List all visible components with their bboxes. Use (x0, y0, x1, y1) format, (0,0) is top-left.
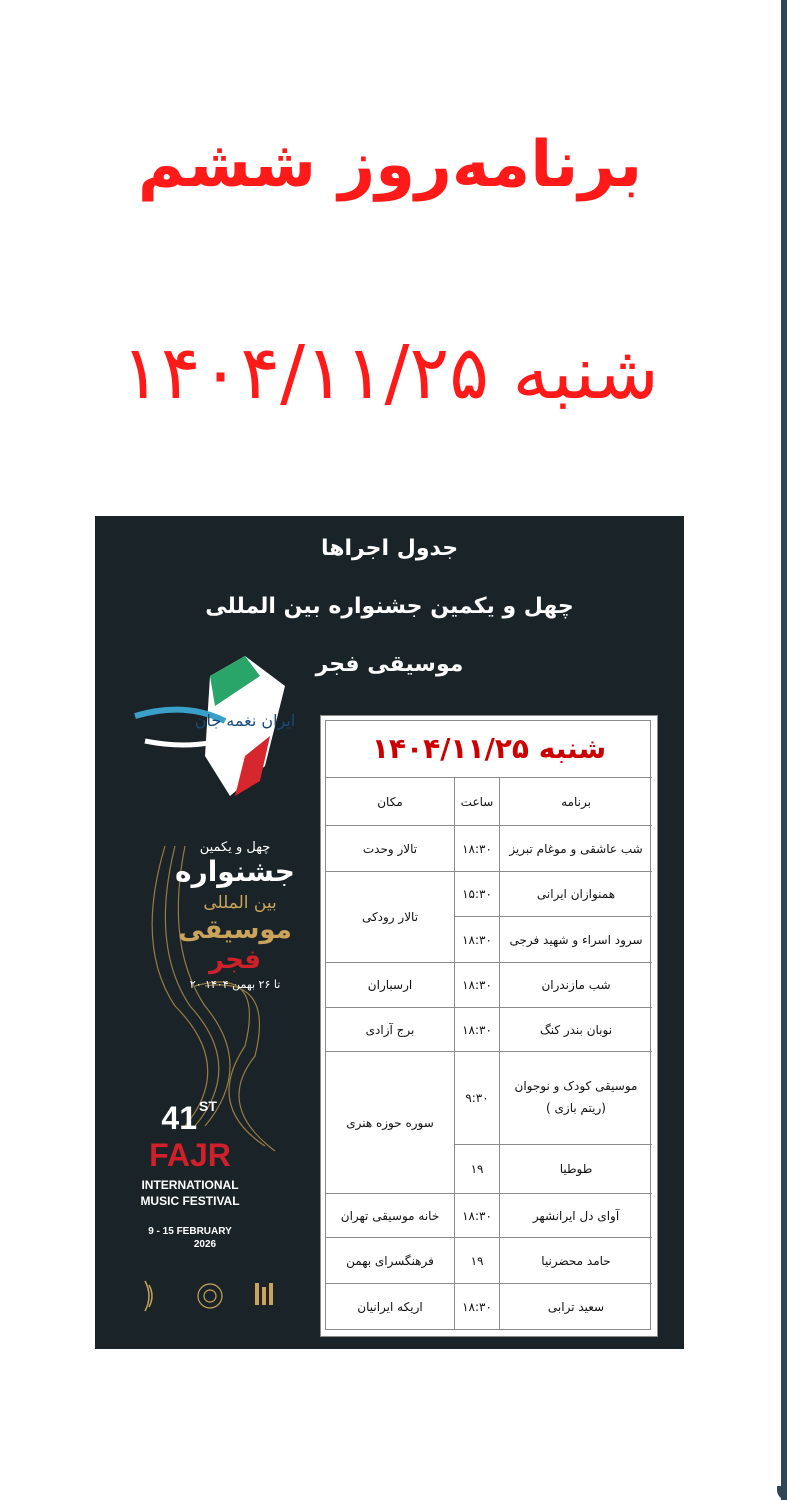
table-cell-venue: خانه موسیقی تهران (326, 1193, 454, 1237)
table-cell-time: ۱۹ (454, 1237, 500, 1283)
table-cell-venue: برج آزادی (326, 1007, 454, 1051)
festival-edition-suffix: ST (199, 1098, 217, 1114)
day-title: برنامه‌روز ششم (137, 128, 643, 202)
festival-dates-en: 9 - 15 FEBRUARY (148, 1226, 232, 1237)
festival-line5: فجر (209, 945, 261, 975)
schedule-poster (95, 516, 684, 1349)
table-cell-venue: تالار وحدت (326, 825, 454, 871)
table-cell-program: همنوازان ایرانی (500, 871, 652, 916)
festival-line3: بین المللی (203, 893, 277, 913)
table-cell-program: طوطیا (500, 1144, 652, 1193)
window-right-edge (781, 0, 787, 1500)
festival-sub1: INTERNATIONAL (141, 1178, 239, 1192)
festival-line1: چهل و یکمین (199, 840, 271, 855)
table-date: شنبه ۱۴۰۴/۱۱/۲۵ (371, 732, 607, 765)
sponsor-logo-3 (255, 1283, 273, 1305)
table-cell-time: ۱۸:۳۰ (454, 1007, 500, 1051)
festival-sub2: MUSIC FESTIVAL (140, 1194, 240, 1208)
table-cell-program: موسیقی کودک و نوجوان (ریتم بازی ) (500, 1051, 652, 1144)
schedule-table (320, 715, 658, 1337)
festival-edition: 41 (161, 1100, 197, 1136)
table-cell-venue: فرهنگسرای بهمن (326, 1237, 454, 1283)
logo-wordmark: ایران نغمه جان (194, 711, 296, 730)
festival-name: FAJR (149, 1137, 231, 1173)
day-date: شنبه ۱۴۰۴/۱۱/۲۵ (121, 330, 659, 416)
table-cell-program: نوبان بندر کنگ (500, 1007, 652, 1051)
table-cell-time: ۱۹ (454, 1144, 500, 1193)
table-cell-program: شب مازندران (500, 962, 652, 1007)
sponsor-logo-1 (145, 1281, 152, 1311)
table-cell-program: حامد محضرنیا (500, 1237, 652, 1283)
table-cell-time: ۱۸:۳۰ (454, 962, 500, 1007)
table-cell-venue: ارسباران (326, 962, 454, 1007)
festival-line4: موسیقی (178, 915, 292, 945)
festival-logo-art (95, 646, 320, 1206)
festival-dates-fa: ۲۰ تا ۲۶ بهمن ۱۴۰۴ (189, 978, 281, 991)
poster-title-line3: موسیقی فجر (315, 652, 464, 677)
table-cell-time: ۱۵:۳۰ (454, 871, 500, 916)
table-cell-time: ۱۸:۳۰ (454, 1193, 500, 1237)
iran-naghme-jan-logo (135, 656, 295, 796)
poster-title-line2: چهل و یکمین جشنواره بین المللی (205, 594, 574, 619)
table-cell-time: ۹:۳۰ (454, 1051, 500, 1144)
table-cell-venue: سوره حوزه هنری (326, 1051, 454, 1193)
table-cell-time: ۱۸:۳۰ (454, 825, 500, 871)
poster-title-line1: جدول اجراها (320, 536, 459, 561)
sponsor-logos (135, 1271, 295, 1321)
table-cell-venue: اریکه ایرانیان (326, 1283, 454, 1329)
table-cell-program: شب عاشقی و موغام تبریز (500, 825, 652, 871)
header-program: برنامه (500, 777, 652, 825)
header-venue: مکان (326, 777, 454, 825)
festival-year: 2026 (193, 1239, 217, 1250)
table-cell-time: ۱۸:۳۰ (454, 1283, 500, 1329)
table-cell-time: ۱۸:۳۰ (454, 916, 500, 962)
table-cell-program: سعید ترابی (500, 1283, 652, 1329)
festival-line2: جشنواره (175, 855, 295, 888)
festival-branding (95, 646, 320, 1206)
table-cell-program: آوای دل ایرانشهر (500, 1193, 652, 1237)
header-time: ساعت (454, 777, 500, 825)
table-cell-program: سرود اسراء و شهید فرجی (500, 916, 652, 962)
table-cell-venue: تالار رودکی (326, 871, 454, 962)
sponsor-logo-2 (198, 1284, 222, 1308)
